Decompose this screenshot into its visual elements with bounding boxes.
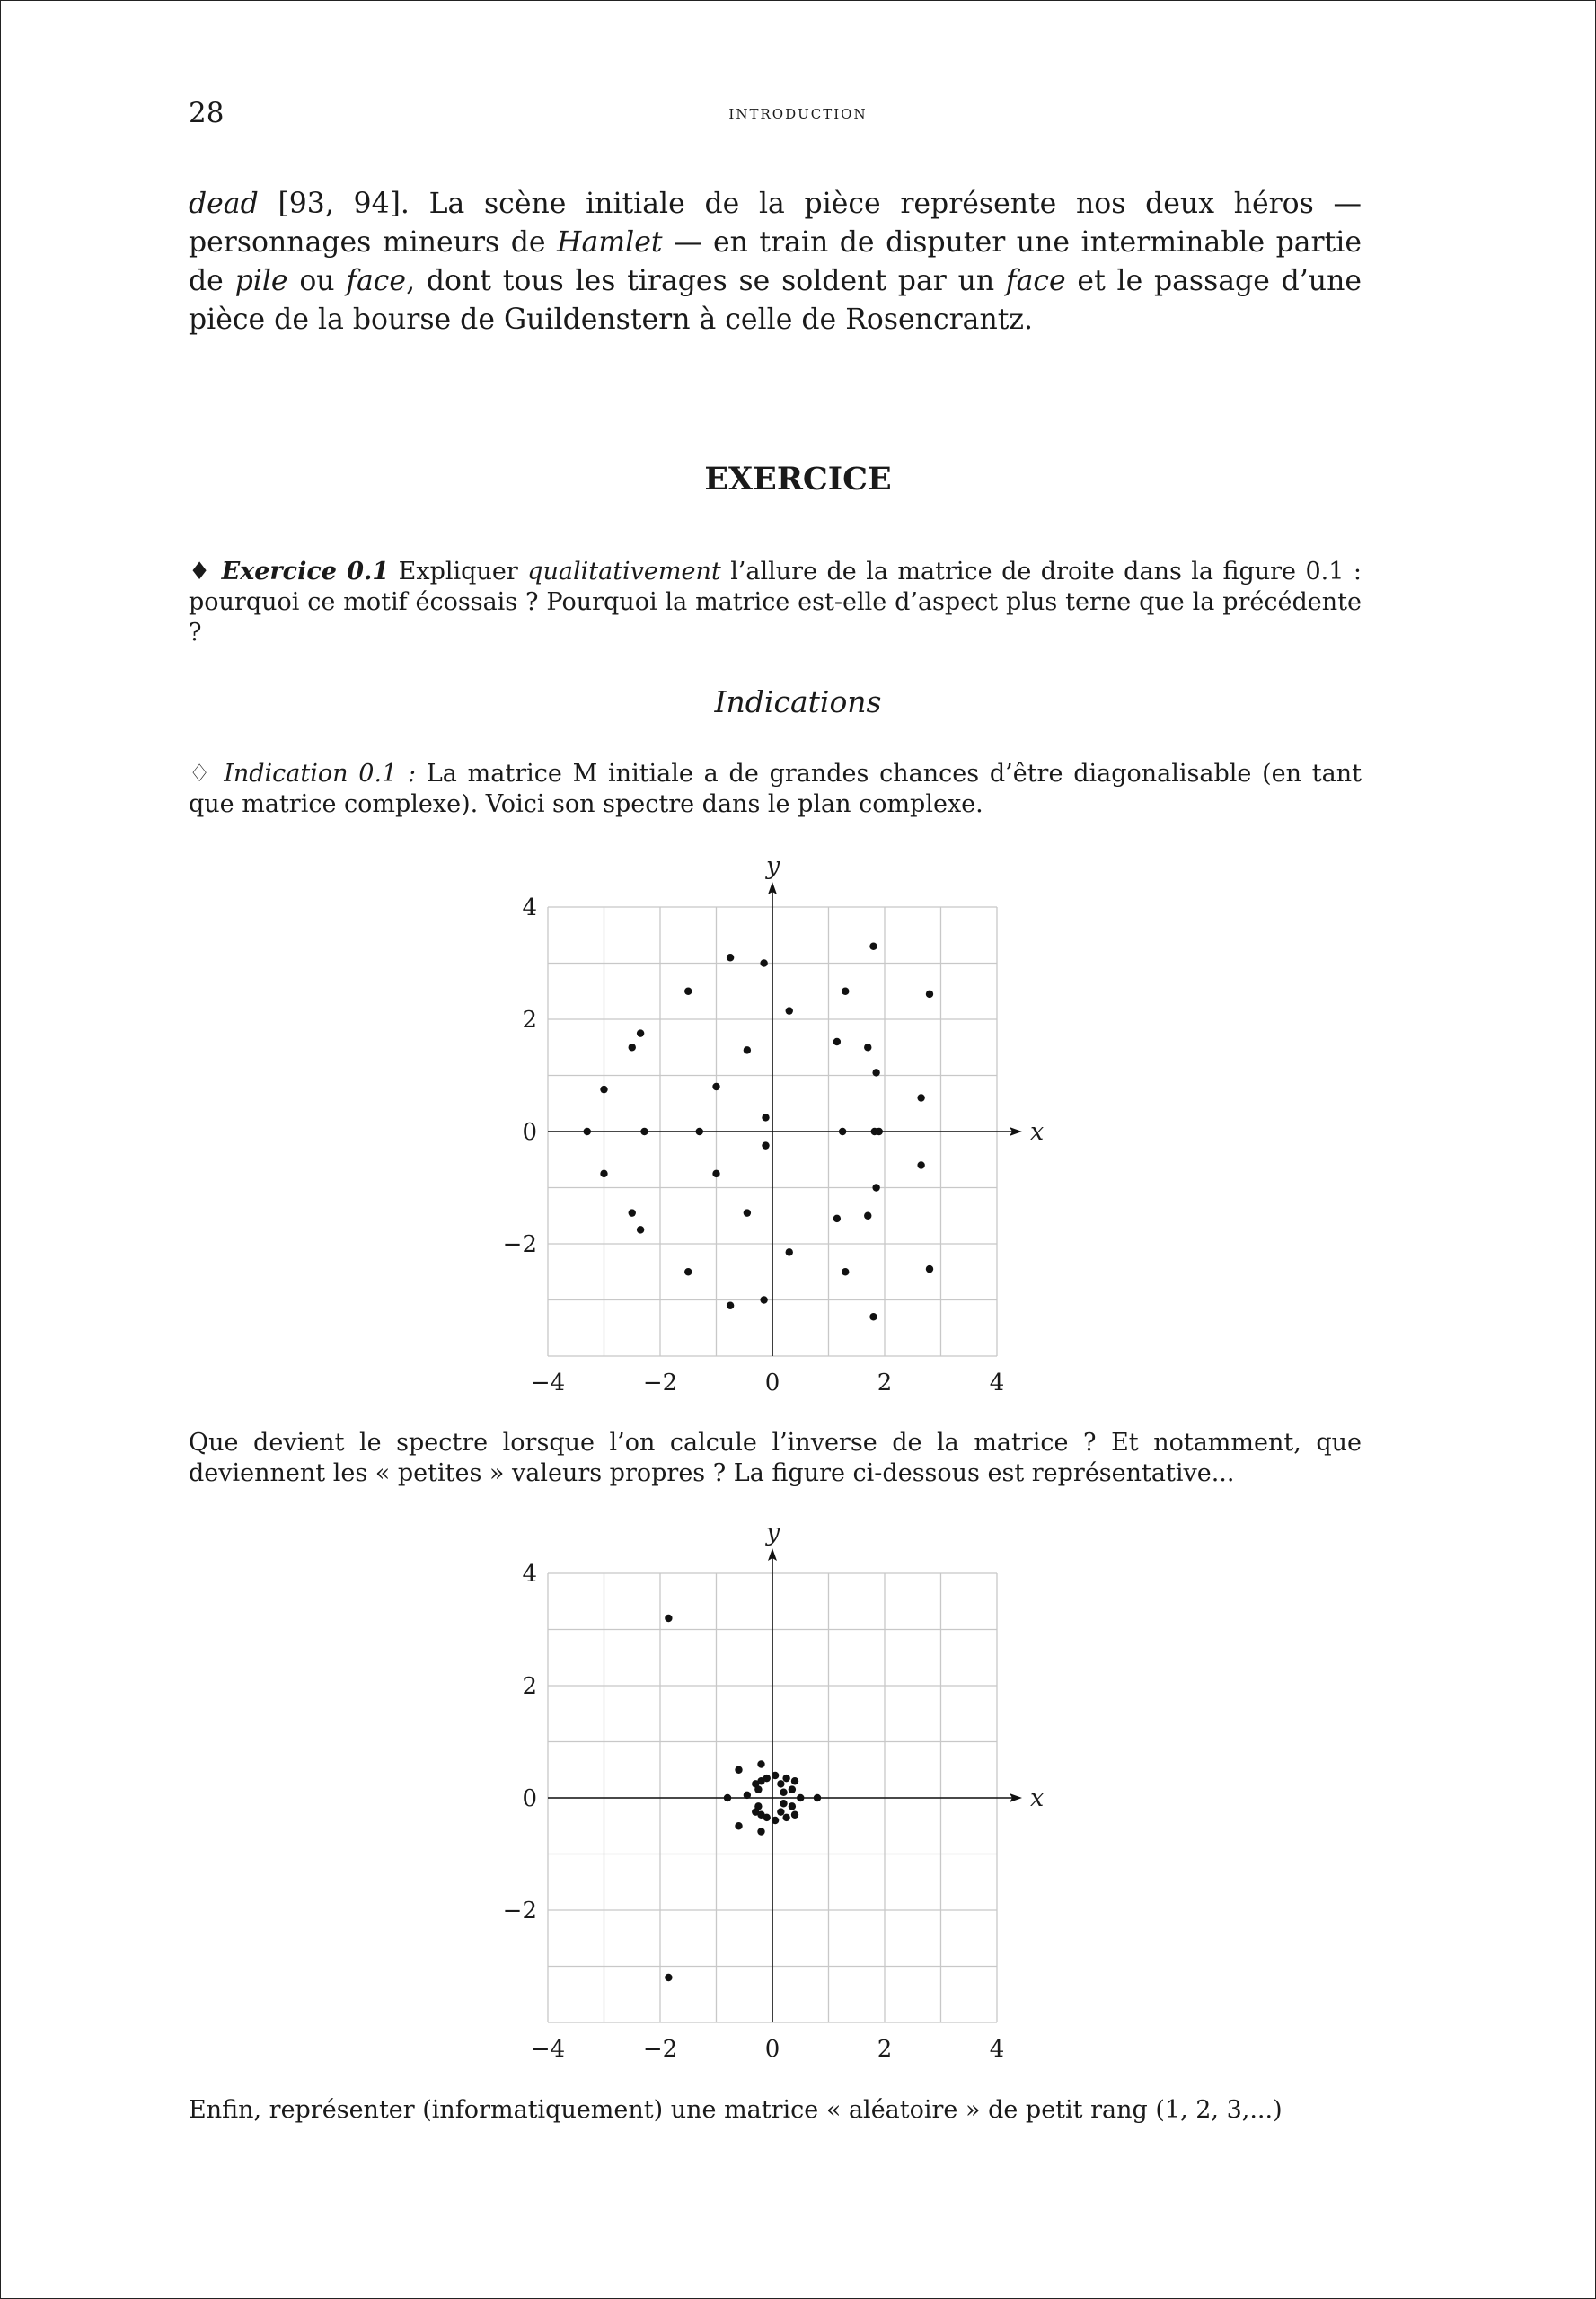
eigenvalue-point [665, 1974, 672, 1981]
y-tick-label: 2 [522, 1673, 537, 1700]
eigenvalue-point [839, 1128, 846, 1135]
exercise-paragraph [189, 557, 1362, 648]
eigenvalue-point [786, 1007, 793, 1014]
eigenvalue-point [684, 988, 692, 995]
inverse-question-paragraph: Que devient le spectre lorsque l’on calcule l’inverse de la matrice ? Et notamment, que deviennent les « petites » valeurs propres ? La figure ci-dessous est représentative... [189, 1429, 1362, 1487]
eigenvalue-point [735, 1822, 742, 1829]
eigenvalue-point [772, 1772, 779, 1779]
eigenvalue-point [600, 1170, 607, 1177]
eigenvalue-point [754, 1802, 762, 1810]
x-tick-label: −4 [530, 2036, 566, 2063]
intro-text-9: face [1005, 265, 1066, 297]
eigenvalue-point [754, 1785, 762, 1793]
eigenvalue-point [864, 1044, 871, 1051]
x-tick-label: 4 [989, 1370, 1005, 1396]
y-tick-label: −2 [502, 1898, 537, 1925]
intro-text-10: et le passage d’une pièce de la bourse de Guildenstern à celle de Rosencrantz. [189, 265, 1362, 336]
intro-text-3: Hamlet [557, 226, 663, 259]
eigenvalue-point [917, 1161, 924, 1168]
eigenvalue-point [696, 1128, 703, 1135]
x-tick-label: 0 [764, 2036, 780, 2063]
page-number: 28 [189, 97, 225, 129]
eigenvalue-point [757, 1760, 764, 1767]
eigenvalue-point [712, 1170, 719, 1177]
eigenvalue-point [842, 1268, 849, 1275]
eigenvalue-point [744, 1209, 751, 1216]
eigenvalue-point [744, 1792, 751, 1799]
eigenvalue-point [762, 1141, 769, 1149]
exercise-text-2: qualitativement [527, 558, 721, 586]
eigenvalue-point [797, 1794, 804, 1801]
intro-paragraph [189, 185, 1362, 339]
eigenvalue-point [872, 1069, 879, 1076]
eigenvalue-point [869, 943, 877, 950]
y-tick-label: 4 [522, 1561, 537, 1588]
x-tick-label: 2 [877, 1370, 893, 1396]
eigenvalue-point [917, 1094, 924, 1101]
y-axis-label: y [766, 852, 780, 880]
y-tick-label: 0 [522, 1785, 537, 1812]
indication-label: Indication 0.1 : [224, 760, 417, 788]
intro-text-6: ou [287, 265, 347, 297]
eigenvalue-point [869, 1313, 877, 1320]
x-tick-label: 2 [877, 2036, 893, 2063]
eigenvalue-point [760, 1296, 767, 1303]
eigenvalue-point [791, 1777, 798, 1784]
y-axis-label: y [766, 1519, 780, 1546]
intro-text-4: — en train de disputer une interminable partie de [189, 226, 1362, 297]
eigenvalue-point [780, 1800, 787, 1807]
exercise-label: Exercice 0.1 [221, 558, 390, 586]
eigenvalue-point [780, 1789, 787, 1796]
x-tick-label: −2 [642, 2036, 678, 2063]
eigenvalue-point [762, 1114, 769, 1121]
eigenvalue-point [876, 1128, 883, 1135]
eigenvalue-point [782, 1775, 789, 1782]
low-rank-paragraph: Enfin, représenter (informatiquement) une matrice « aléatoire » de petit rang (1, 2, 3,...) [189, 2096, 1283, 2124]
eigenvalue-point [727, 954, 734, 961]
indication-text: La matrice M initiale a de grandes chances d’être diagonalisable (en tant que matrice complexe). Voici son spectre dans le plan complexe. [189, 760, 1362, 818]
eigenvalue-point [833, 1215, 841, 1222]
eigenvalue-point [926, 1265, 933, 1273]
intro-text-7: face [346, 265, 407, 297]
eigenvalue-point [777, 1780, 784, 1787]
eigenvalue-point [872, 1184, 879, 1191]
eigenvalue-point [772, 1817, 779, 1824]
y-tick-label: 0 [522, 1119, 537, 1146]
eigenvalue-point [757, 1828, 764, 1835]
indications-subtitle: Indications [714, 684, 882, 719]
eigenvalue-point [777, 1808, 784, 1815]
exercise-text-1: Expliquer [389, 558, 528, 586]
x-axis-label: x [1030, 1784, 1045, 1812]
eigenvalue-point [629, 1044, 636, 1051]
x-tick-label: −2 [642, 1370, 678, 1396]
running-head: introduction [728, 101, 868, 124]
eigenvalue-point [760, 959, 767, 966]
eigenvalue-point [640, 1128, 648, 1135]
inverse-spectrum-chart [0, 1509, 1596, 2066]
eigenvalue-point [744, 1046, 751, 1053]
x-axis-label: x [1030, 1118, 1045, 1146]
eigenvalue-point [786, 1248, 793, 1255]
intro-text-8: , dont tous les tirages se soldent par un [406, 265, 1006, 297]
x-tick-label: 0 [764, 1370, 780, 1396]
eigenvalue-point [665, 1615, 672, 1622]
eigenvalue-point [789, 1802, 796, 1810]
eigenvalue-point [791, 1811, 798, 1819]
intro-text-1: dead [189, 188, 259, 220]
eigenvalue-point [600, 1086, 607, 1093]
eigenvalue-point [727, 1302, 734, 1309]
eigenvalue-point [712, 1083, 719, 1090]
eigenvalue-point [584, 1128, 591, 1135]
eigenvalue-point [789, 1785, 796, 1793]
intro-text-2: [93, 94]. La scène initiale de la pièce représente nos deux héros — personnages mineurs de [189, 188, 1362, 259]
indication-marker-icon: ♢ [189, 760, 214, 788]
x-tick-label: 4 [989, 2036, 1005, 2063]
eigenvalue-point [833, 1038, 841, 1045]
eigenvalue-point [763, 1814, 771, 1821]
spectrum-chart [0, 844, 1596, 1401]
section-title: EXERCICE [704, 461, 892, 498]
y-tick-label: −2 [502, 1231, 537, 1258]
y-tick-label: 4 [522, 894, 537, 921]
indication-paragraph [189, 759, 1362, 820]
eigenvalue-point [629, 1209, 636, 1216]
exercise-marker-icon: ♦ [189, 558, 213, 586]
eigenvalue-point [724, 1794, 731, 1801]
exercise-text-3: l’allure de la matrice de droite dans la figure 0.1 : pourquoi ce motif écossais ? Pourquoi la matrice est-elle d’aspect plus terne que la précédente ? [189, 558, 1362, 647]
x-tick-label: −4 [530, 1370, 566, 1396]
y-tick-label: 2 [522, 1007, 537, 1034]
eigenvalue-point [735, 1766, 742, 1774]
eigenvalue-point [842, 988, 849, 995]
eigenvalue-point [814, 1794, 821, 1801]
eigenvalue-point [864, 1212, 871, 1220]
eigenvalue-point [763, 1775, 771, 1782]
intro-text-5: pile [234, 265, 288, 297]
eigenvalue-point [684, 1268, 692, 1275]
eigenvalue-point [926, 991, 933, 998]
eigenvalue-point [782, 1814, 789, 1821]
eigenvalue-point [637, 1226, 644, 1233]
eigenvalue-point [637, 1029, 644, 1036]
